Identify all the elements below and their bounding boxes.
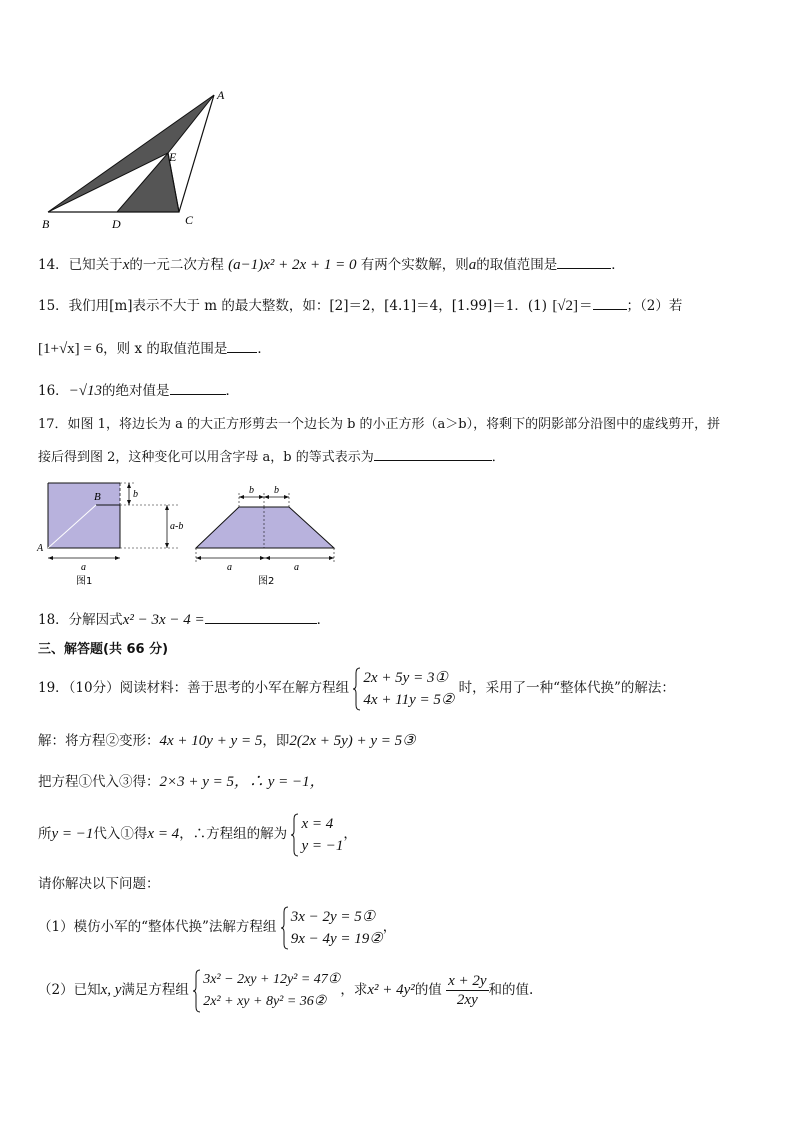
question-15-line-1 [38,295,682,316]
fig1-label-a-b: a-b [170,521,184,532]
q15-suffix: ；（2）若 [626,298,683,314]
q19-sol3-suffix: ， [343,826,357,842]
q19-p2-eq2: 2x² + xy + 8y² = 36② [203,993,327,1009]
q19-p2-eq1: 3x² − 2xy + 12y² = 47① [203,971,341,987]
q19-p2-mid3: 的值 [414,982,442,998]
q18-answer-blank[interactable] [205,609,317,624]
q15-eq: ＝ [579,298,593,314]
q17-text-1: 17．如图 1，将边长为 a 的大正方形剪去一个边长为 b 的小正方形（a＞b），将剩下的阴影部分沿图中的虚线剪开，拼 [38,417,721,432]
label-D: D [112,217,121,231]
q19-sol-y: y = −1 [301,837,344,854]
q19-solution-system [291,813,343,857]
q17-text-2: 接后得到图 2，这种变化可以用含字母 a，b 的等式表示为 [38,450,374,465]
q19-intro-suffix: 时，采用了一种“整体代换”的解法： [458,680,675,696]
q14-prefix: 14．已知关于 [38,257,123,273]
q19-p2-prefix: （2）已知 [38,982,101,998]
q19-sol3-mid: 代入①得 [93,826,148,842]
question-17-line-2: 接后得到图 2，这种变化可以用含字母 a，b 的等式表示为 ． [38,446,505,468]
q19-sys-a-eq1: 2x + 5y = 3① [363,669,448,686]
fig2-label-a1: a [227,562,232,573]
fig1-label-a: a [81,562,86,573]
q15-floor-sqrt2: [√2] [552,298,579,314]
q18-expression: x² − 3x − 4 = [122,612,205,628]
q19-sol3-mid2: ，∴方程组的解为 [179,826,288,842]
q19-p2-expr: x² + 4y² [367,982,415,998]
q16-expression: −√13 [68,383,103,399]
q19-p2-system [193,969,340,1013]
section-3-title-text: 三、解答题(共 66 分) [38,642,169,657]
q14-suffix: 的取值范围是 [476,257,558,273]
q19-ask [38,874,160,894]
q15-line2-suffix: ，则 x 的取值范围是 [103,341,228,357]
q19-p2-vars: x, y [100,982,122,998]
label-A: A [217,88,225,102]
q14-mid: 的一元二次方程 [129,257,224,273]
q19-sol3-expr: y = −1 [51,826,94,842]
q14-var: x [122,257,130,273]
q19-solution-1 [38,731,416,751]
q15-text: 15．我们用[m]表示不大于 m 的最大整数，如：[2]＝2，[4.1]＝4，[1.99]＝1．(1) [38,298,548,314]
q19-intro-prefix: 19．（10分）阅读材料：善于思考的小军在解方程组 [38,680,350,696]
q19-sol1-mid: ，即 [262,733,290,749]
q19-p2-mid: 满足方程组 [121,982,189,998]
label-C: C [185,213,194,227]
triangle-figure [36,86,236,236]
q19-sol3-prefix: 所 [38,826,52,842]
label-E: E [169,150,177,164]
q19-solution-2 [38,772,325,792]
q19-p2-mid2: ，求 [340,982,368,998]
fig1-label-A: A [37,543,44,554]
q19-sol1-prefix: 解：将方程②变形： [38,733,160,749]
q16-suffix: 的绝对值是 [102,383,170,399]
q19-system-a [353,667,454,711]
q19-p2-frac-den: 2xy [456,992,478,1008]
q19-solution-3 [38,812,357,857]
fig2-label-a2: a [294,562,299,573]
q17-answer-blank[interactable] [374,446,492,461]
question-14: 14．已知关于x的一元二次方程 (a−1)x² + 2x + 1 = 0 有两个实数解，则a的取值范围是 ． [38,254,625,275]
q14-mid2: 有两个实数解，则 [360,257,469,273]
q19-p2-frac-num: x + 2y [448,973,487,989]
q19-p1-suffix: ， [382,919,397,935]
q16-answer-blank[interactable] [170,380,226,395]
q14-equation: (a−1)x² + 2x + 1 = 0 [228,257,357,273]
q19-sol2-expr: 2×3 + y = 5，∴ y = −1， [159,774,325,790]
q19-p1-eq2: 9x − 4y = 19② [290,930,383,947]
section-3-title [38,640,168,660]
fig1-caption: 图1 [76,576,93,587]
fig1-label-b: b [133,489,138,500]
q19-p2-fraction [446,972,488,1009]
q15-condition: [1+√x] = 6 [38,341,104,357]
q18-prefix: 18．分解因式 [38,612,123,628]
q19-sol1-expr: 4x + 10y + y = 5 [159,733,263,749]
question-18: 18．分解因式x² − 3x − 4 = ． [38,609,330,630]
q19-sol1-expr2: 2(2x + 5y) + y = 5③ [289,733,416,749]
question-16: 16．−√13的绝对值是 ． [38,380,239,401]
question-17-line-1 [38,415,720,435]
q19-part-1 [38,905,396,950]
fig2-label-b2: b [274,485,279,496]
q19-p2-suffix: 和的值. [488,982,534,998]
q19-sol-x: x = 4 [301,815,334,832]
q19-sys-a-eq2: 4x + 11y = 5② [363,691,455,708]
q19-part-2 [38,968,533,1013]
fig1-label-B: B [94,491,101,503]
q15-answer-blank-1[interactable] [593,295,627,310]
q19-p1-eq1: 3x − 2y = 5① [290,908,376,925]
q19-p1-system [281,906,383,950]
q19-ask-text: 请你解决以下问题： [38,876,160,892]
q19-sol3-expr2: x = 4 [147,826,180,842]
q19-p1-prefix: （1）模仿小军的“整体代换”法解方程组 [38,919,277,935]
q15-answer-blank-2[interactable] [227,338,257,353]
fig2-caption: 图2 [258,576,275,587]
q14-answer-blank[interactable] [557,254,611,269]
question-19-intro [38,666,675,711]
label-B: B [42,217,50,231]
fig2-label-b1: b [249,485,254,496]
q19-sol2-prefix: 把方程①代入③得： [38,774,160,790]
question-15-line-2: [1+√x] = 6，则 x 的取值范围是 ． [38,338,271,359]
q14-var2: a [468,257,477,273]
square-figures [34,478,344,590]
